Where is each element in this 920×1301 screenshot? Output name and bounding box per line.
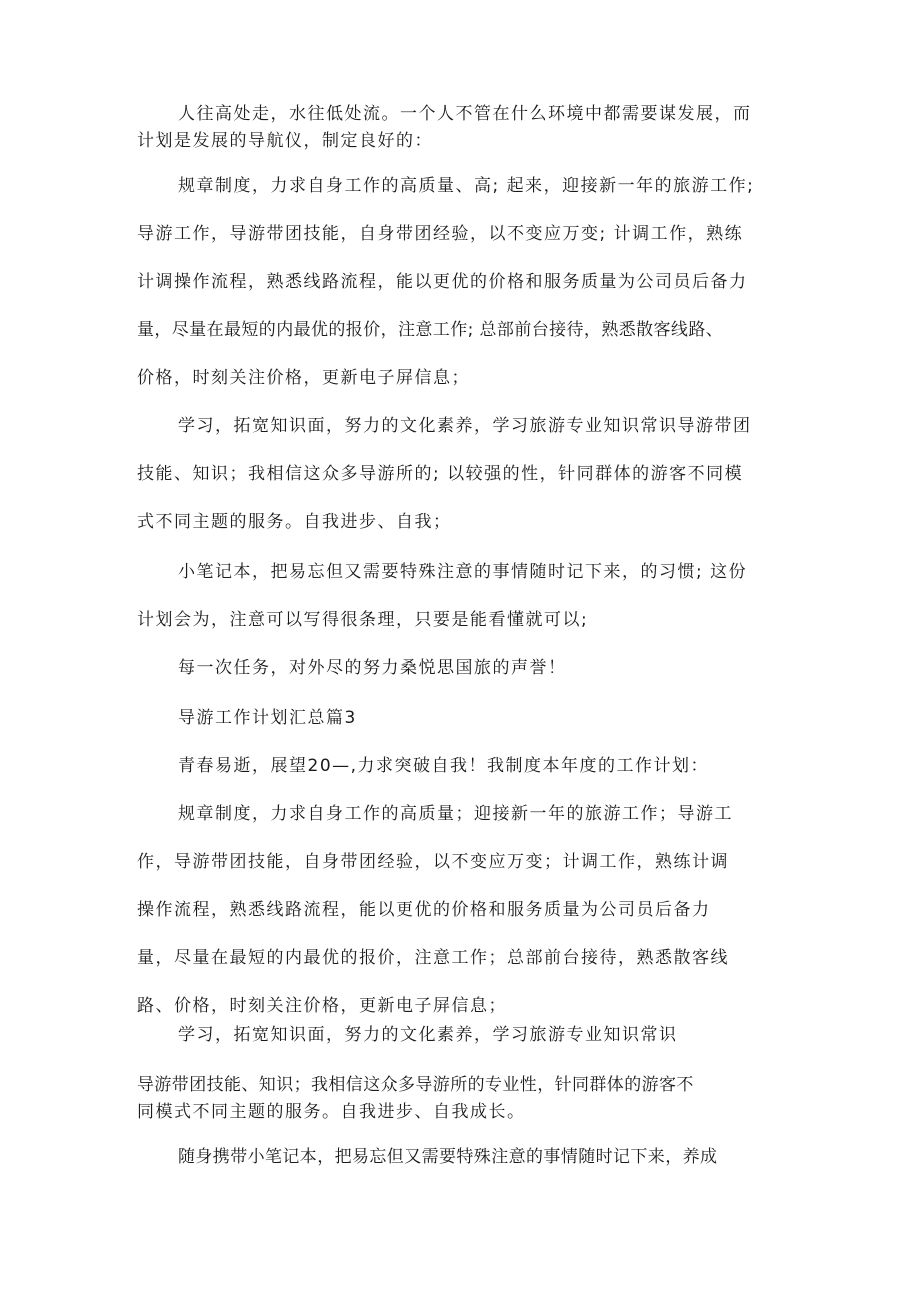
paragraph-line: 路、价格，时刻关注价格，更新电子屏信息； [137, 996, 507, 1016]
paragraph-line: 计划是发展的导航仪，制定良好的： [137, 131, 433, 151]
paragraph-line: 人往高处走，水往低处流。一个人不管在什么环境中都需要谋发展，而 [178, 104, 752, 124]
paragraph-line: 导游工作，导游带团技能，自身带团经验，以不变应万变; 计调工作，熟练 [137, 224, 744, 244]
paragraph-line: 技能、知识；我相信这众多导游所的; 以较强的性，针同群体的游客不同模 [137, 464, 744, 484]
paragraph-line: 价格，时刻关注价格，更新电子屏信息； [137, 368, 470, 388]
paragraph-line: 小笔记本，把易忘但又需要特殊注意的事情随时记下来，的习惯; 这份 [178, 562, 748, 582]
section-heading: 导游工作计划汇总篇3 [178, 708, 357, 728]
paragraph-line: 量，尽量在最短的内最优的报价，注意工作；总部前台接待，熟悉散客线 [137, 948, 729, 968]
paragraph-line: 规章制度，力求自身工作的高质量；迎接新一年的旅游工作；导游工 [178, 804, 733, 824]
paragraph-line: 量，尽量在最短的内最优的报价，注意工作; 总部前台接待，熟悉散客线路、 [137, 320, 724, 340]
paragraph-line: 同模式不同主题的服务。自我进步、自我成长。 [137, 1102, 526, 1122]
paragraph-line: 规章制度，力求自身工作的高质量、高; 起来，迎接新一年的旅游工作; [178, 176, 755, 196]
paragraph-line: 计划会为，注意可以写得很条理，只要是能看懂就可以; [137, 610, 589, 630]
paragraph-line: 作，导游带团技能，自身带团经验，以不变应万变；计调工作，熟练计调 [137, 852, 729, 872]
paragraph-line: 随身携带小笔记本，把易忘但又需要特殊注意的事情随时记下来，养成 [178, 1147, 718, 1167]
paragraph-line: 学习，拓宽知识面，努力的文化素养，学习旅游专业知识常识 [178, 1025, 678, 1045]
paragraph-line: 导游带团技能、知识；我相信这众多导游所的专业性，针同群体的游客不 [137, 1075, 694, 1095]
paragraph-line: 学习，拓宽知识面，努力的文化素养，学习旅游专业知识常识导游带团 [178, 416, 752, 436]
paragraph-line: 计调操作流程，熟悉线路流程，能以更优的价格和服务质量为公司员后备力 [137, 272, 748, 292]
paragraph-line: 操作流程，熟悉线路流程，能以更优的价格和服务质量为公司员后备力 [137, 900, 711, 920]
paragraph-line: 每一次任务，对外尽的努力桑悦思国旅的声誉！ [178, 658, 567, 678]
paragraph-line: 青春易逝，展望20—,力求突破自我！我制度本年度的工作计划： [178, 756, 710, 776]
paragraph-line: 式不同主题的服务。自我进步、自我； [137, 512, 452, 532]
